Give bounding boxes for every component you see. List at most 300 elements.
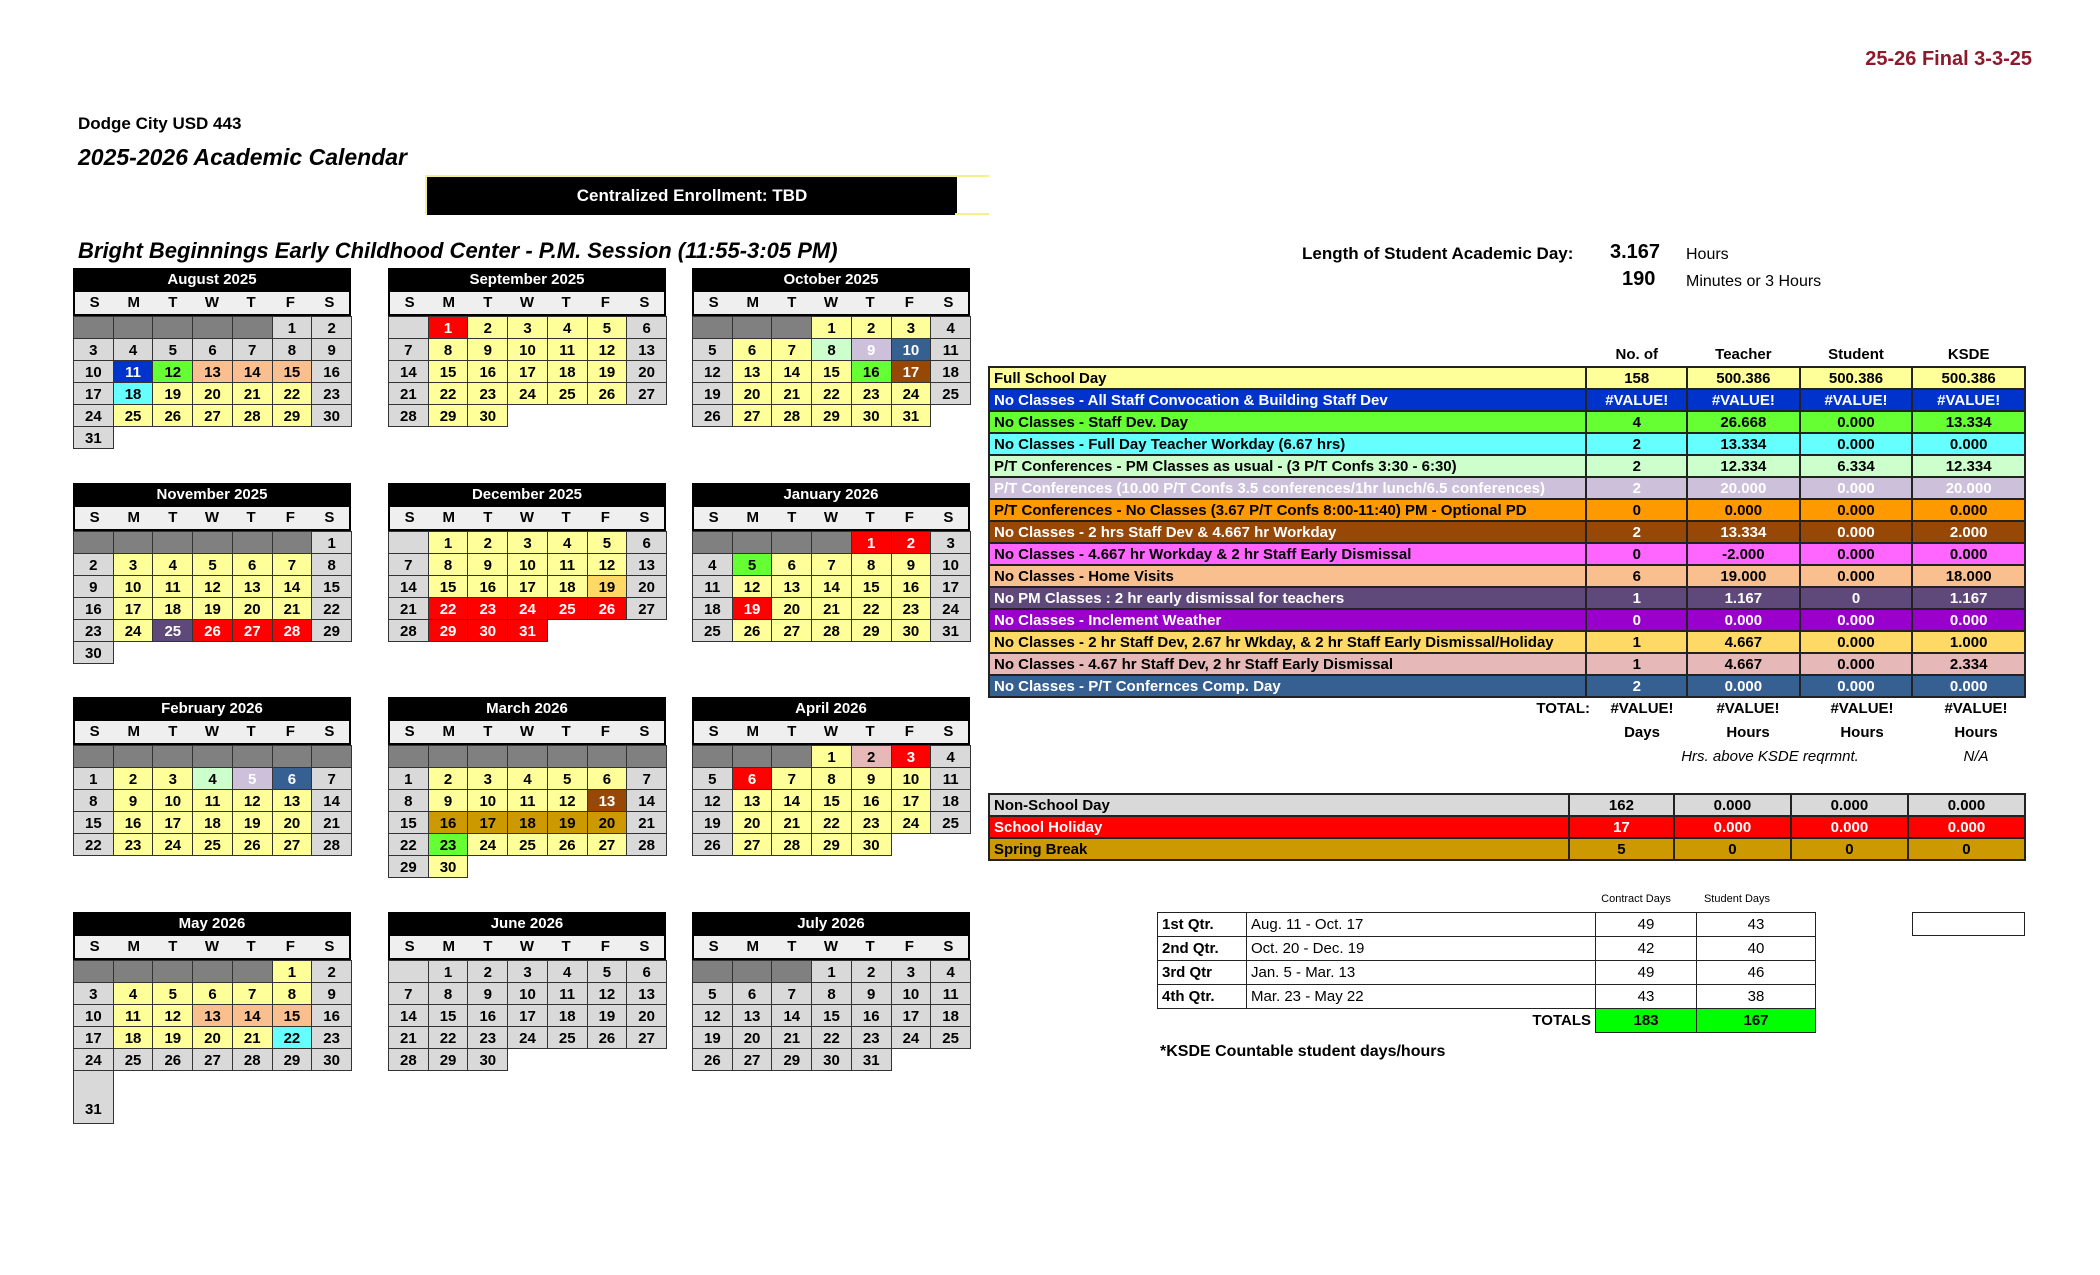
month-title: November 2025 — [73, 483, 351, 507]
day-cell: 30 — [311, 1048, 352, 1071]
quarter-row — [1158, 937, 1816, 961]
day-length-hours: 3.167 — [1610, 241, 1661, 263]
month-calendar — [73, 268, 351, 448]
weekday-label: W — [823, 509, 839, 526]
legend-value: 0 — [1674, 838, 1791, 860]
legend-row — [989, 816, 2025, 838]
legend-label: P/T Conferences (10.00 P/T Confs 3.5 conferences/1hr lunch/6.5 conferences) — [989, 477, 1586, 499]
legend-header-teacher: Teacher — [1715, 345, 1772, 363]
day-cell: 12 — [152, 1004, 193, 1027]
weekday-label: M — [746, 938, 759, 955]
weekday-label: T — [246, 723, 256, 740]
weekday-label: W — [204, 509, 220, 526]
quarter-row — [1158, 913, 1816, 937]
day-cell: 6 — [626, 960, 667, 983]
blank-cell — [587, 745, 628, 768]
day-cell: 13 — [587, 789, 628, 812]
legend-value: 0.000 — [1800, 543, 1913, 565]
day-length-minutes-unit: Minutes or 3 Hours — [1686, 273, 1822, 290]
day-cell: 14 — [771, 789, 812, 812]
day-grid — [692, 960, 970, 1070]
weekday-label: S — [324, 294, 335, 311]
day-cell: 13 — [626, 553, 667, 576]
legend-value: 2 — [1586, 675, 1687, 697]
day-cell: 10 — [507, 982, 548, 1005]
legend-value: 6 — [1586, 565, 1687, 587]
district-name: Dodge City USD 443 — [78, 114, 242, 133]
blank-cell — [152, 960, 193, 983]
month-calendar — [73, 912, 351, 1123]
day-cell: 14 — [388, 575, 429, 598]
legend-value: 0.000 — [1791, 816, 1908, 838]
day-cell: 30 — [811, 1048, 852, 1071]
day-cell: 29 — [428, 1048, 469, 1071]
blank-cell — [152, 316, 193, 339]
day-cell: 10 — [930, 553, 971, 576]
weekday-label: F — [285, 294, 295, 311]
quarter-student-days: 38 — [1697, 985, 1816, 1009]
day-cell: 21 — [811, 597, 852, 620]
day-cell: 18 — [192, 811, 233, 834]
legend-value: 0.000 — [1800, 433, 1913, 455]
month-title: December 2025 — [388, 483, 666, 507]
weekday-label: W — [519, 294, 535, 311]
day-cell: 15 — [811, 360, 852, 383]
day-cell: 7 — [388, 338, 429, 361]
day-cell: 17 — [891, 1004, 932, 1027]
legend-value: 13.334 — [1687, 521, 1800, 543]
day-cell: 24 — [73, 1048, 114, 1071]
day-cell: 27 — [626, 1026, 667, 1049]
day-cell: 18 — [930, 360, 971, 383]
day-cell: 20 — [732, 811, 773, 834]
month-title: May 2026 — [73, 912, 351, 936]
legend-row — [989, 521, 2025, 543]
day-cell: 8 — [428, 553, 469, 576]
day-cell: 15 — [428, 360, 469, 383]
weekday-label: F — [904, 723, 914, 740]
day-cell: 12 — [692, 360, 733, 383]
legend-value: 1 — [1586, 631, 1687, 653]
legend-label: No Classes - Home Visits — [989, 565, 1586, 587]
day-length-label: Length of Student Academic Day: — [1302, 244, 1574, 263]
day-cell: 27 — [771, 619, 812, 642]
day-cell: 16 — [73, 597, 114, 620]
month-calendar — [73, 483, 351, 663]
legend-value: 162 — [1569, 794, 1674, 816]
day-cell: 10 — [507, 338, 548, 361]
ksde-note: *KSDE Countable student days/hours — [1160, 1043, 1446, 1060]
quarter-student-days: 43 — [1697, 913, 1816, 937]
day-cell: 19 — [547, 811, 588, 834]
day-cell: 22 — [851, 597, 892, 620]
blank-cell — [388, 316, 429, 339]
student-days-header: Student Days — [1703, 893, 1771, 905]
day-cell: 21 — [388, 382, 429, 405]
legend-value: 20.000 — [1687, 477, 1800, 499]
day-cell: 14 — [272, 575, 313, 598]
day-cell: 18 — [547, 360, 588, 383]
day-cell: 3 — [73, 982, 114, 1005]
month-title: April 2026 — [692, 697, 970, 721]
legend-label: No Classes - All Staff Convocation & Building Staff Dev — [989, 389, 1586, 411]
weekday-label: W — [519, 938, 535, 955]
legend-label: Spring Break — [989, 838, 1569, 860]
legend-value: 12.334 — [1687, 455, 1800, 477]
day-cell: 11 — [547, 982, 588, 1005]
version-label: 25-26 Final 3-3-25 — [1865, 48, 2032, 70]
day-cell: 9 — [467, 982, 508, 1005]
calendar-title: 2025-2026 Academic Calendar — [78, 144, 408, 170]
legend-header-row — [989, 342, 2025, 367]
day-cell: 27 — [192, 404, 233, 427]
day-cell: 24 — [507, 1026, 548, 1049]
day-cell: 22 — [428, 597, 469, 620]
day-cell: 7 — [771, 338, 812, 361]
day-cell: 14 — [232, 360, 273, 383]
day-cell: 5 — [587, 960, 628, 983]
blank-cell — [113, 745, 154, 768]
day-cell: 20 — [732, 1026, 773, 1049]
weekday-header — [388, 721, 666, 745]
day-cell: 22 — [811, 382, 852, 405]
day-cell: 16 — [428, 811, 469, 834]
weekday-header — [388, 292, 666, 316]
day-grid — [73, 531, 351, 663]
unit-teacher: Hours — [1726, 724, 1770, 741]
weekday-label: F — [285, 938, 295, 955]
day-cell: 9 — [428, 789, 469, 812]
day-cell: 17 — [891, 360, 932, 383]
legend-value: 0.000 — [1687, 675, 1800, 697]
blank-cell — [692, 960, 733, 983]
day-cell: 25 — [113, 404, 154, 427]
day-cell: 1 — [272, 316, 313, 339]
day-cell: 10 — [891, 982, 932, 1005]
quarter-row — [1158, 985, 1816, 1009]
day-cell: 11 — [152, 575, 193, 598]
legend-value: 0.000 — [1687, 609, 1800, 631]
day-cell: 26 — [692, 404, 733, 427]
legend-header-label — [989, 342, 1586, 367]
weekday-label: T — [561, 938, 571, 955]
day-cell: 4 — [930, 960, 971, 983]
day-cell: 15 — [811, 789, 852, 812]
day-cell: 25 — [113, 1048, 154, 1071]
day-cell: 15 — [851, 575, 892, 598]
weekday-label: T — [483, 294, 493, 311]
day-cell: 27 — [626, 597, 667, 620]
day-cell: 13 — [232, 575, 273, 598]
legend-row — [989, 653, 2025, 675]
legend-value: #VALUE! — [1687, 389, 1800, 411]
legend-value: 0.000 — [1800, 521, 1913, 543]
day-cell: 15 — [73, 811, 114, 834]
weekday-label: S — [708, 509, 719, 526]
blank-cell — [232, 745, 273, 768]
blank-cell — [692, 531, 733, 554]
day-cell: 18 — [930, 1004, 971, 1027]
quarter-contract-days: 42 — [1596, 937, 1697, 961]
day-cell: 22 — [311, 597, 352, 620]
weekday-label: F — [285, 723, 295, 740]
weekday-label: M — [442, 294, 455, 311]
day-cell: 28 — [272, 619, 313, 642]
weekday-header — [692, 721, 970, 745]
legend-row — [989, 838, 2025, 860]
day-cell: 29 — [388, 855, 429, 878]
day-cell: 15 — [428, 1004, 469, 1027]
day-cell: 3 — [507, 960, 548, 983]
day-cell: 16 — [113, 811, 154, 834]
blank-cell — [626, 745, 667, 768]
day-grid — [73, 745, 351, 855]
weekday-label: W — [823, 938, 839, 955]
quarter-range: Mar. 23 - May 22 — [1247, 985, 1596, 1009]
day-cell: 5 — [152, 982, 193, 1005]
day-cell: 29 — [771, 1048, 812, 1071]
day-cell: 31 — [891, 404, 932, 427]
day-cell: 18 — [113, 1026, 154, 1049]
day-cell: 3 — [930, 531, 971, 554]
day-cell: 15 — [811, 1004, 852, 1027]
day-cell: 5 — [732, 553, 773, 576]
blank-cell — [547, 745, 588, 768]
day-cell: 23 — [467, 382, 508, 405]
weekday-label: M — [442, 938, 455, 955]
weekday-label: W — [823, 723, 839, 740]
day-cell: 2 — [851, 316, 892, 339]
legend-value: 0.000 — [1912, 609, 2025, 631]
day-cell: 18 — [547, 1004, 588, 1027]
day-cell: 25 — [692, 619, 733, 642]
legend-value: #VALUE! — [1586, 389, 1687, 411]
day-grid — [388, 960, 666, 1070]
day-cell: 21 — [388, 1026, 429, 1049]
day-cell: 20 — [587, 811, 628, 834]
day-cell: 13 — [771, 575, 812, 598]
day-cell: 19 — [587, 575, 628, 598]
day-cell: 26 — [232, 833, 273, 856]
day-cell: 8 — [272, 338, 313, 361]
day-cell: 24 — [113, 619, 154, 642]
weekday-label: F — [600, 938, 610, 955]
weekday-label: F — [904, 294, 914, 311]
totals-label: TOTALS — [1532, 1012, 1591, 1030]
legend-value: 0.000 — [1800, 411, 1913, 433]
blank-cell — [388, 745, 429, 768]
legend-row — [989, 609, 2025, 631]
weekday-label: F — [285, 509, 295, 526]
day-cell: 24 — [152, 833, 193, 856]
day-cell: 29 — [428, 619, 469, 642]
day-cell: 29 — [811, 404, 852, 427]
weekday-label: F — [904, 938, 914, 955]
month-title: June 2026 — [388, 912, 666, 936]
day-cell: 1 — [388, 767, 429, 790]
day-cell: 23 — [467, 1026, 508, 1049]
day-cell: 19 — [587, 360, 628, 383]
day-cell: 22 — [272, 382, 313, 405]
day-cell: 9 — [113, 789, 154, 812]
day-cell: 13 — [626, 982, 667, 1005]
legend-value: 13.334 — [1687, 433, 1800, 455]
day-cell: 23 — [467, 597, 508, 620]
day-cell: 22 — [811, 811, 852, 834]
day-cell: 8 — [428, 338, 469, 361]
day-cell: 1 — [428, 531, 469, 554]
day-cell: 3 — [113, 553, 154, 576]
weekday-label: M — [127, 294, 140, 311]
day-cell: 9 — [851, 338, 892, 361]
day-cell: 11 — [547, 553, 588, 576]
weekday-label: T — [865, 723, 875, 740]
day-cell: 23 — [311, 1026, 352, 1049]
legend-row — [989, 631, 2025, 653]
day-cell: 16 — [891, 575, 932, 598]
day-cell: 23 — [113, 833, 154, 856]
weekday-label: S — [324, 938, 335, 955]
day-cell: 6 — [771, 553, 812, 576]
weekday-label: W — [519, 723, 535, 740]
blank-cell — [73, 531, 114, 554]
day-cell: 15 — [311, 575, 352, 598]
legend-value: 0 — [1586, 499, 1687, 521]
blank-cell — [428, 745, 469, 768]
day-grid — [73, 316, 351, 448]
day-cell: 15 — [272, 360, 313, 383]
day-cell: 25 — [930, 811, 971, 834]
day-cell: 4 — [547, 316, 588, 339]
day-cell: 13 — [192, 1004, 233, 1027]
weekday-label: T — [483, 509, 493, 526]
unit-days: Days — [1624, 724, 1660, 741]
day-grid — [692, 316, 970, 426]
weekday-label: W — [823, 294, 839, 311]
day-cell: 10 — [73, 1004, 114, 1027]
day-cell: 27 — [587, 833, 628, 856]
blank-cell — [771, 531, 812, 554]
day-cell: 7 — [232, 982, 273, 1005]
blank-cell — [272, 531, 313, 554]
day-cell: 2 — [113, 767, 154, 790]
day-cell: 9 — [851, 982, 892, 1005]
quarter-student-days: 46 — [1697, 961, 1816, 985]
day-cell: 26 — [192, 619, 233, 642]
legend-value: 5 — [1569, 838, 1674, 860]
legend-value: -2.000 — [1687, 543, 1800, 565]
day-cell: 1 — [811, 316, 852, 339]
day-cell: 31 — [930, 619, 971, 642]
day-cell: 25 — [507, 833, 548, 856]
day-cell: 16 — [467, 1004, 508, 1027]
day-cell: 15 — [428, 575, 469, 598]
weekday-header — [73, 936, 351, 960]
day-cell: 11 — [113, 1004, 154, 1027]
legend-value: 0 — [1908, 838, 2025, 860]
weekday-label: T — [865, 938, 875, 955]
day-cell: 4 — [930, 316, 971, 339]
legend-value: 18.000 — [1912, 565, 2025, 587]
day-cell: 7 — [811, 553, 852, 576]
day-cell: 26 — [732, 619, 773, 642]
blank-cell — [73, 745, 114, 768]
day-cell: 31 — [73, 426, 114, 449]
banner-border — [955, 175, 989, 177]
day-cell: 30 — [467, 404, 508, 427]
day-cell: 13 — [732, 1004, 773, 1027]
legend-value: 0.000 — [1800, 653, 1913, 675]
day-cell: 14 — [811, 575, 852, 598]
day-cell: 12 — [547, 789, 588, 812]
weekday-label: S — [404, 723, 415, 740]
day-cell: 14 — [771, 360, 812, 383]
day-cell: 17 — [73, 382, 114, 405]
day-cell: 19 — [152, 1026, 193, 1049]
legend-label: No Classes - 2 hr Staff Dev, 2.67 hr Wkday, & 2 hr Staff Early Dismissal/Holiday — [989, 631, 1586, 653]
legend-value: 0.000 — [1800, 565, 1913, 587]
other-days-table — [988, 793, 2026, 861]
day-cell: 26 — [152, 404, 193, 427]
day-cell: 19 — [732, 597, 773, 620]
month-calendar — [692, 912, 970, 1070]
day-cell: 8 — [388, 789, 429, 812]
day-cell: 4 — [152, 553, 193, 576]
day-cell: 22 — [272, 1026, 313, 1049]
weekday-label: M — [127, 509, 140, 526]
weekday-label: S — [404, 938, 415, 955]
weekday-label: M — [127, 723, 140, 740]
unit-ksde: Hours — [1954, 724, 1998, 741]
day-cell: 26 — [587, 1026, 628, 1049]
weekday-label: F — [600, 294, 610, 311]
legend-label: No Classes - 4.67 hr Staff Dev, 2 hr Staff Early Dismissal — [989, 653, 1586, 675]
day-cell: 4 — [192, 767, 233, 790]
day-cell: 13 — [272, 789, 313, 812]
legend-value: 500.386 — [1800, 367, 1913, 389]
legend-value: 158 — [1586, 367, 1687, 389]
day-cell: 23 — [428, 833, 469, 856]
weekday-header — [73, 507, 351, 531]
legend-label: P/T Conferences - No Classes (3.67 P/T Confs 8:00-11:40) PM - Optional PD — [989, 499, 1586, 521]
day-cell: 20 — [272, 811, 313, 834]
blank-cell — [272, 745, 313, 768]
day-cell: 4 — [113, 982, 154, 1005]
day-cell: 19 — [692, 811, 733, 834]
weekday-label: S — [324, 723, 335, 740]
weekday-label: S — [708, 294, 719, 311]
weekday-label: S — [708, 723, 719, 740]
day-cell: 13 — [732, 789, 773, 812]
weekday-label: S — [639, 294, 650, 311]
day-cell: 16 — [851, 1004, 892, 1027]
legend-value: 0.000 — [1908, 816, 2025, 838]
day-cell: 17 — [891, 789, 932, 812]
day-cell: 6 — [626, 531, 667, 554]
month-calendar — [73, 697, 351, 855]
day-cell: 2 — [311, 316, 352, 339]
day-cell: 26 — [587, 382, 628, 405]
day-cell: 30 — [311, 404, 352, 427]
day-cell: 6 — [626, 316, 667, 339]
day-cell: 2 — [891, 531, 932, 554]
month-title: September 2025 — [388, 268, 666, 292]
day-cell: 6 — [232, 553, 273, 576]
day-cell: 29 — [311, 619, 352, 642]
day-cell: 17 — [507, 1004, 548, 1027]
blank-cell — [113, 531, 154, 554]
day-cell: 4 — [930, 745, 971, 768]
